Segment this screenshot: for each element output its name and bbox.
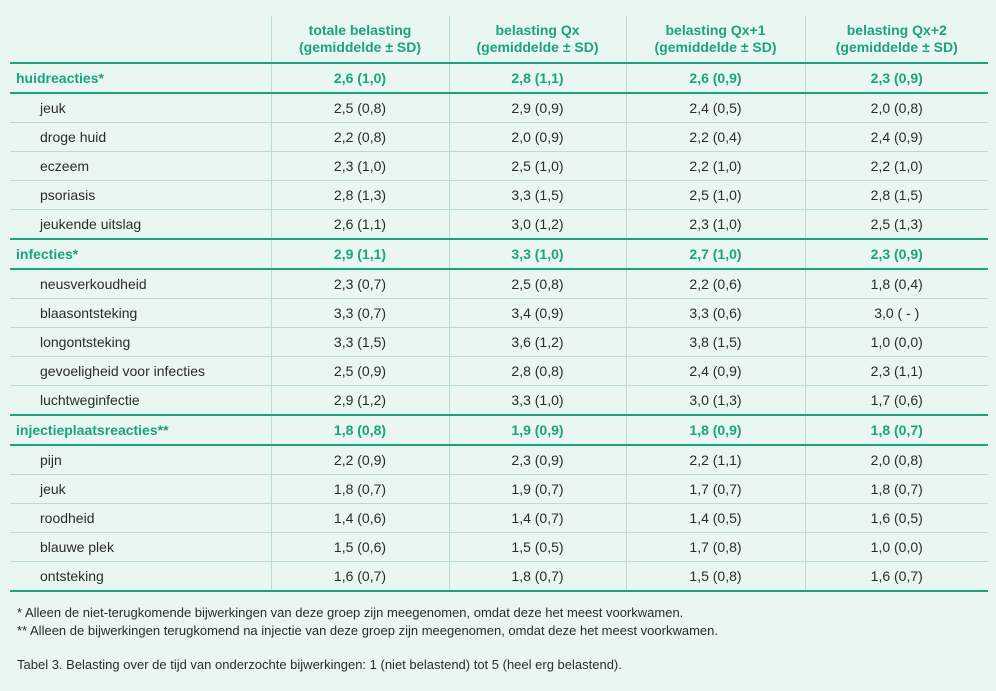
- table-row: [10, 123, 988, 152]
- value-cell: 1,5 (0,5): [449, 533, 626, 562]
- table-row: [10, 562, 988, 592]
- value-cell: 2,0 (0,8): [805, 93, 988, 123]
- table-row: [10, 181, 988, 210]
- value-cell: 2,2 (1,0): [626, 152, 805, 181]
- value-cell: 2,3 (1,0): [271, 152, 449, 181]
- value-cell: 1,6 (0,7): [271, 562, 449, 592]
- row-label: longontsteking: [10, 328, 271, 357]
- value-cell: 2,8 (0,8): [449, 357, 626, 386]
- value-cell: 1,4 (0,6): [271, 504, 449, 533]
- value-cell: 3,3 (0,7): [271, 299, 449, 328]
- value-cell: 2,9 (0,9): [449, 93, 626, 123]
- value-cell: 2,3 (0,9): [449, 445, 626, 475]
- row-label: blauwe plek: [10, 533, 271, 562]
- value-cell: 1,8 (0,4): [805, 269, 988, 299]
- table-row: [10, 328, 988, 357]
- row-label: luchtweginfectie: [10, 386, 271, 416]
- value-cell: 1,4 (0,7): [449, 504, 626, 533]
- value-cell: 2,8 (1,1): [449, 63, 626, 93]
- footnote-single-asterisk: * Alleen de niet-terugkomende bijwerkingen van deze groep zijn meegenomen, omdat deze het meest voorkwamen.: [17, 605, 684, 620]
- value-cell: 2,5 (0,8): [271, 93, 449, 123]
- value-cell: 1,9 (0,7): [449, 475, 626, 504]
- value-cell: 2,2 (1,0): [805, 152, 988, 181]
- value-cell: 2,3 (0,9): [805, 63, 988, 93]
- header-title: belasting Qx+1: [665, 22, 766, 38]
- table-row: [10, 299, 988, 328]
- header-cell-qx2: [805, 16, 988, 63]
- row-label: psoriasis: [10, 181, 271, 210]
- row-label: gevoeligheid voor infecties: [10, 357, 271, 386]
- value-cell: 3,3 (1,0): [449, 239, 626, 269]
- group-label: infecties*: [10, 239, 271, 269]
- value-cell: 2,2 (0,8): [271, 123, 449, 152]
- header-subtitle: (gemiddelde ± SD): [835, 39, 958, 55]
- value-cell: 1,8 (0,8): [271, 415, 449, 445]
- value-cell: 1,7 (0,6): [805, 386, 988, 416]
- value-cell: 3,3 (1,5): [449, 181, 626, 210]
- table-row: [10, 269, 988, 299]
- value-cell: 1,8 (0,9): [626, 415, 805, 445]
- value-cell: 3,8 (1,5): [626, 328, 805, 357]
- row-label: neusverkoudheid: [10, 269, 271, 299]
- table-row: [10, 357, 988, 386]
- row-label: ontsteking: [10, 562, 271, 592]
- value-cell: 2,6 (0,9): [626, 63, 805, 93]
- value-cell: 2,5 (0,8): [449, 269, 626, 299]
- value-cell: 1,5 (0,6): [271, 533, 449, 562]
- row-label: blaasontsteking: [10, 299, 271, 328]
- value-cell: 3,3 (0,6): [626, 299, 805, 328]
- value-cell: 2,4 (0,9): [626, 357, 805, 386]
- value-cell: 3,3 (1,5): [271, 328, 449, 357]
- value-cell: 2,2 (0,6): [626, 269, 805, 299]
- value-cell: 1,8 (0,7): [805, 475, 988, 504]
- header-row: [10, 16, 988, 63]
- header-subtitle: (gemiddelde ± SD): [476, 39, 599, 55]
- value-cell: 1,9 (0,9): [449, 415, 626, 445]
- header-title: belasting Qx+2: [846, 22, 947, 38]
- value-cell: 2,2 (0,4): [626, 123, 805, 152]
- header-cell-label: [10, 16, 271, 63]
- row-label: roodheid: [10, 504, 271, 533]
- value-cell: 2,3 (0,7): [271, 269, 449, 299]
- value-cell: 2,3 (1,1): [805, 357, 988, 386]
- value-cell: 2,4 (0,9): [805, 123, 988, 152]
- value-cell: 1,0 (0,0): [805, 328, 988, 357]
- table-row: [10, 475, 988, 504]
- value-cell: 2,0 (0,8): [805, 445, 988, 475]
- group-row: [10, 239, 988, 269]
- header-title: totale belasting: [308, 22, 412, 38]
- value-cell: 3,0 (1,2): [449, 210, 626, 240]
- footnote-double-asterisk: ** Alleen de bijwerkingen terugkomend na injectie van deze groep zijn meegenomen, omdat deze het meest voorkwamen.: [17, 623, 718, 638]
- data-table-container: [10, 16, 988, 592]
- value-cell: 2,9 (1,2): [271, 386, 449, 416]
- group-label: huidreacties*: [10, 63, 271, 93]
- value-cell: 3,6 (1,2): [449, 328, 626, 357]
- table-row: [10, 152, 988, 181]
- header-cell-totale: [271, 16, 449, 63]
- value-cell: 2,2 (0,9): [271, 445, 449, 475]
- table-body: [10, 63, 988, 591]
- value-cell: 2,4 (0,5): [626, 93, 805, 123]
- value-cell: 3,0 ( - ): [805, 299, 988, 328]
- row-label: eczeem: [10, 152, 271, 181]
- table-caption: Tabel 3. Belasting over de tijd van onderzochte bijwerkingen: 1 (niet belastend) tot 5 (heel erg belastend).: [17, 657, 622, 672]
- header-title: belasting Qx: [495, 22, 580, 38]
- table-row: [10, 93, 988, 123]
- value-cell: 2,0 (0,9): [449, 123, 626, 152]
- value-cell: 2,8 (1,3): [271, 181, 449, 210]
- value-cell: 2,7 (1,0): [626, 239, 805, 269]
- value-cell: 1,7 (0,7): [626, 475, 805, 504]
- value-cell: 2,2 (1,1): [626, 445, 805, 475]
- table-row: [10, 386, 988, 416]
- value-cell: 2,5 (0,9): [271, 357, 449, 386]
- row-label: jeuk: [10, 93, 271, 123]
- burden-table: [10, 16, 988, 592]
- value-cell: 2,8 (1,5): [805, 181, 988, 210]
- table-row: [10, 210, 988, 240]
- group-row: [10, 415, 988, 445]
- value-cell: 1,4 (0,5): [626, 504, 805, 533]
- table-row: [10, 533, 988, 562]
- table-row: [10, 445, 988, 475]
- group-label: injectieplaatsreacties**: [10, 415, 271, 445]
- value-cell: 2,6 (1,0): [271, 63, 449, 93]
- value-cell: 1,7 (0,8): [626, 533, 805, 562]
- row-label: jeuk: [10, 475, 271, 504]
- value-cell: 2,5 (1,0): [449, 152, 626, 181]
- value-cell: 2,6 (1,1): [271, 210, 449, 240]
- value-cell: 3,3 (1,0): [449, 386, 626, 416]
- value-cell: 2,3 (1,0): [626, 210, 805, 240]
- value-cell: 3,0 (1,3): [626, 386, 805, 416]
- value-cell: 1,8 (0,7): [271, 475, 449, 504]
- value-cell: 2,5 (1,0): [626, 181, 805, 210]
- value-cell: 3,4 (0,9): [449, 299, 626, 328]
- row-label: pijn: [10, 445, 271, 475]
- value-cell: 1,6 (0,7): [805, 562, 988, 592]
- table-row: [10, 504, 988, 533]
- footnotes: [17, 604, 718, 640]
- header-cell-qx: [449, 16, 626, 63]
- header-cell-qx1: [626, 16, 805, 63]
- row-label: droge huid: [10, 123, 271, 152]
- header-subtitle: (gemiddelde ± SD): [654, 39, 777, 55]
- group-row: [10, 63, 988, 93]
- row-label: jeukende uitslag: [10, 210, 271, 240]
- value-cell: 1,8 (0,7): [449, 562, 626, 592]
- value-cell: 1,5 (0,8): [626, 562, 805, 592]
- value-cell: 2,3 (0,9): [805, 239, 988, 269]
- value-cell: 2,9 (1,1): [271, 239, 449, 269]
- header-subtitle: (gemiddelde ± SD): [298, 39, 422, 55]
- table-header: [10, 16, 988, 63]
- value-cell: 2,5 (1,3): [805, 210, 988, 240]
- value-cell: 1,0 (0,0): [805, 533, 988, 562]
- value-cell: 1,8 (0,7): [805, 415, 988, 445]
- value-cell: 1,6 (0,5): [805, 504, 988, 533]
